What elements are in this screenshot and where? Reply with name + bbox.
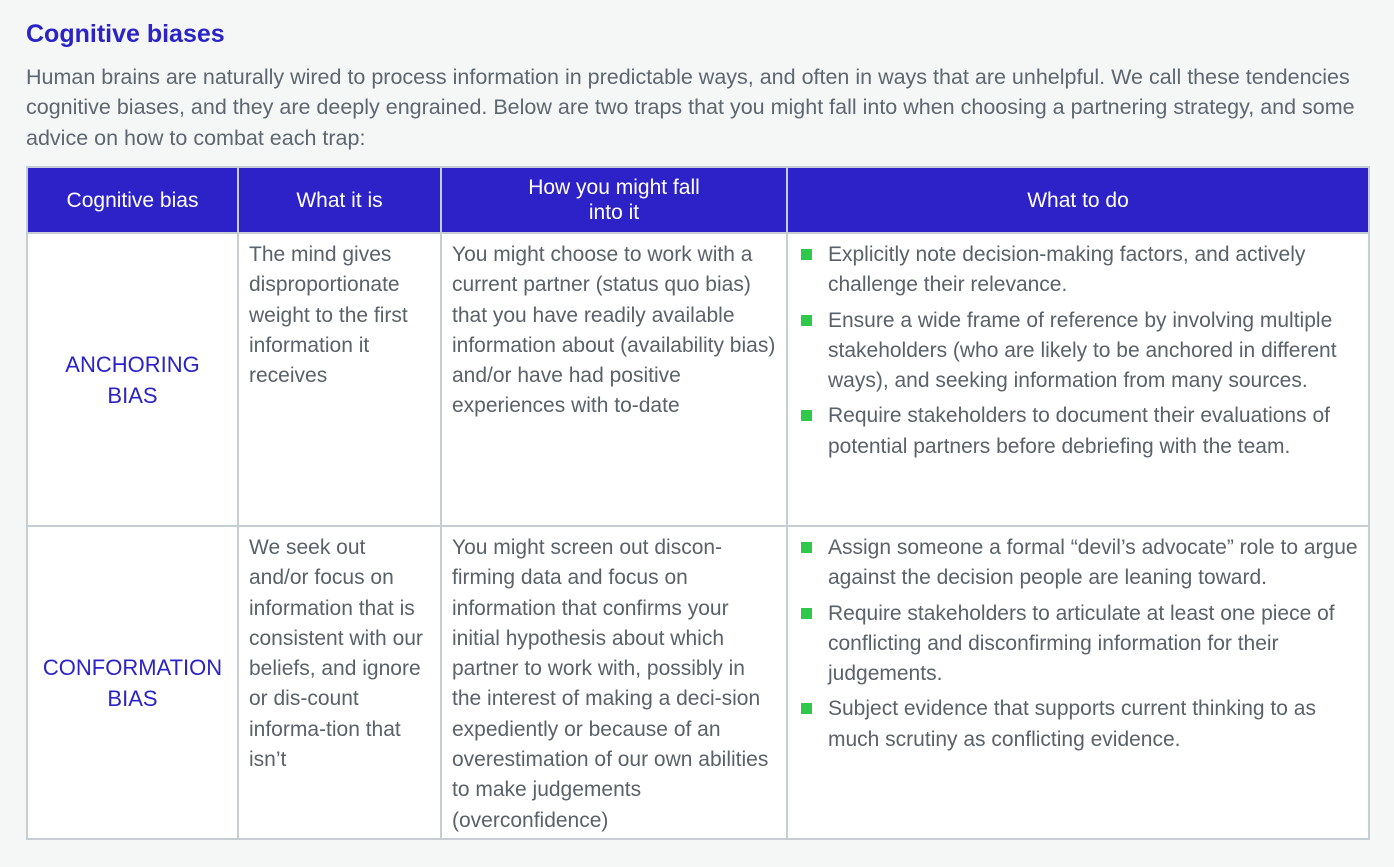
- square-bullet-icon: [801, 542, 812, 553]
- header-how-label: How you might fall into it: [528, 176, 700, 224]
- action-text: Explicitly note decision-making factors, and actively challenge their relevance.: [828, 243, 1306, 297]
- how-cell: You might choose to work with a current partner (status quo bias) that you have readily available information about (availability bias) and/or have had positive experiences with to-date: [441, 233, 787, 526]
- list-item: [798, 240, 1358, 301]
- bias-name-cell: [27, 233, 238, 526]
- bias-name: ANCHORING BIAS: [65, 351, 200, 408]
- how-cell: You might screen out discon-firming data and focus on information that confirms your initial hypothesis about which partner to work with, possibly in the interest of making a deci-sion expediently or because of an overestimation of our own abilities to make judgements (overconfidence): [441, 526, 787, 839]
- bias-name-cell: [27, 526, 238, 839]
- list-item: [798, 533, 1358, 594]
- list-item: [798, 599, 1358, 690]
- list-item: [798, 401, 1358, 462]
- action-text: Assign someone a formal “devil’s advocate” role to argue against the decision people are leaning toward.: [828, 536, 1358, 590]
- list-item: [798, 306, 1358, 397]
- header-how-you-might-fall-into-it: [441, 167, 787, 233]
- list-item: [798, 694, 1358, 755]
- actions-list: [798, 240, 1358, 462]
- action-text: Ensure a wide frame of reference by involving multiple stakeholders (who are likely to be anchored in different ways), and seeking information from many sources.: [828, 308, 1337, 393]
- intro-paragraph: Human brains are naturally wired to process information in predictable ways, and often in ways that are unhelpful. We call these tendencies cognitive biases, and they are deeply engrained. Below are two traps that you might fall into when choosing a partnering strategy, and some advice on how to combat each trap:: [26, 65, 1355, 150]
- action-text: Subject evidence that supports current thinking to as much scrutiny as conflicting evidence.: [828, 697, 1316, 751]
- square-bullet-icon: [801, 249, 812, 260]
- what-it-is-cell: We seek out and/or focus on information that is consistent with our beliefs, and ignore or dis-count informa-tion that isn’t: [238, 526, 441, 839]
- bias-name: CONFORMATION BIAS: [42, 654, 223, 711]
- actions-cell: [787, 526, 1369, 839]
- header-what-it-is: What it is: [238, 167, 441, 233]
- action-text: Require stakeholders to articulate at least one piece of conflicting and disconfirming information for their judgements.: [828, 601, 1335, 686]
- actions-cell: [787, 233, 1369, 526]
- square-bullet-icon: [801, 608, 812, 619]
- square-bullet-icon: [801, 703, 812, 714]
- header-what-to-do: What to do: [787, 167, 1369, 233]
- table-row: [27, 526, 1369, 839]
- table-row: [27, 233, 1369, 526]
- table-header-row: [27, 167, 1369, 233]
- actions-list: [798, 533, 1358, 755]
- square-bullet-icon: [801, 315, 812, 326]
- page-title: Cognitive biases: [26, 20, 225, 48]
- square-bullet-icon: [801, 410, 812, 421]
- cognitive-biases-table: [26, 166, 1370, 840]
- action-text: Require stakeholders to document their evaluations of potential partners before debriefing with the team.: [828, 404, 1330, 458]
- what-it-is-cell: The mind gives disproportionate weight to the first information it receives: [238, 233, 441, 526]
- header-cognitive-bias: Cognitive bias: [27, 167, 238, 233]
